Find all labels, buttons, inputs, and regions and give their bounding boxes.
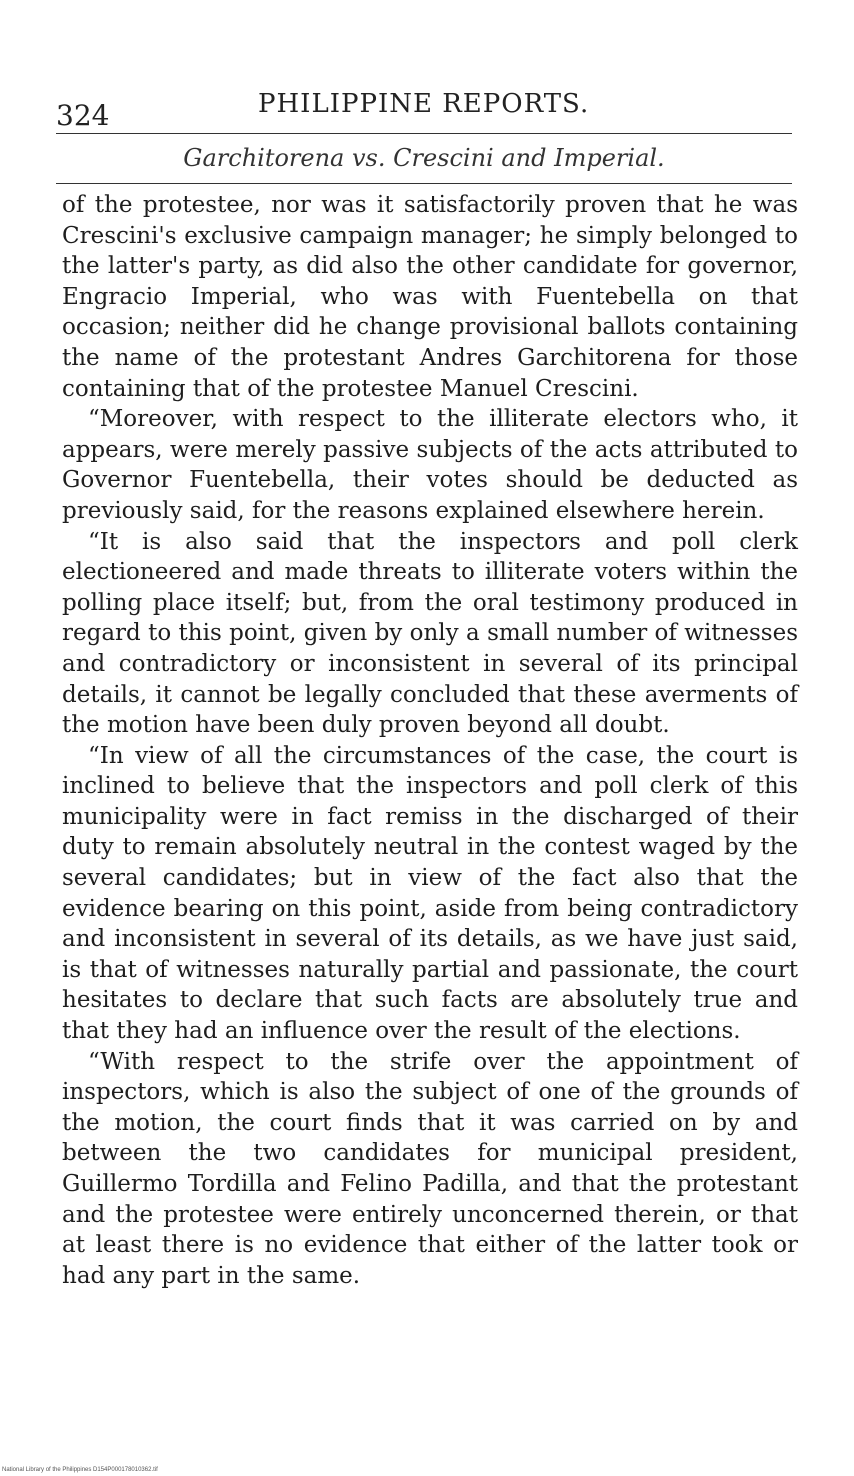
header-rule-bottom [56, 183, 792, 184]
scan-footer-note: National Library of the Philippines D154P000178010362.tif [2, 1467, 158, 1473]
paragraph: “In view of all the circumstances of the case, the court is inclined to believe that the inspectors and poll clerk of this municipality were in fact remiss in the discharged of their duty to remain absolutely neutral in the contest waged by the several candidates; but in view of the fact also that the evidence bearing on this point, aside from being contradictory and inconsistent in several of its details, as we have just said, is that of witnesses naturally partial and passionate, the court hesitates to declare that such facts are absolutely true and that they had an influence over the result of the elections. [62, 742, 798, 1045]
body-text [62, 190, 798, 1291]
case-caption: Garchitorena vs. Crescini and Imperial. [183, 144, 665, 172]
page-number: 324 [56, 99, 110, 132]
paragraph: “Moreover, with respect to the illiterate electors who, it appears, were merely passive subjects of the acts attributed to Governor Fuentebella, their votes should be deducted as previously said, for the reasons explained elsewhere herein. [62, 406, 798, 524]
header-rule-top [56, 133, 792, 134]
paragraph: “With respect to the strife over the appointment of inspectors, which is also the subject of one of the grounds of the motion, the court finds that it was carried on by and between the two candidates for municipal president, Guillermo Tordilla and Felino Padilla, and that the protestant and the protestee were entirely unconcerned therein, or that at least there is no evidence that either of the latter took or had any part in the same. [62, 1048, 798, 1289]
running-title: PHILIPPINE REPORTS. [258, 89, 590, 119]
paragraph-continuation: of the protestee, nor was it satisfactorily proven that he was Crescini's exclusive campaign manager; he simply belonged to the latter's party, as did also the other candidate for governor, Engracio Imperial, who was with Fuentebella on that occasion; neither did he change provisional ballots containing the name of the protestant Andres Garchitorena for those containing that of the protestee Manuel Crescini. [62, 192, 798, 402]
paragraph: “It is also said that the inspectors and poll clerk electioneered and made threats to illiterate voters within the polling place itself; but, from the oral testimony produced in regard to this point, given by only a small number of witnesses and contradictory or inconsistent in several of its principal details, it cannot be legally concluded that these averments of the motion have been duly proven beyond all doubt. [62, 528, 798, 739]
